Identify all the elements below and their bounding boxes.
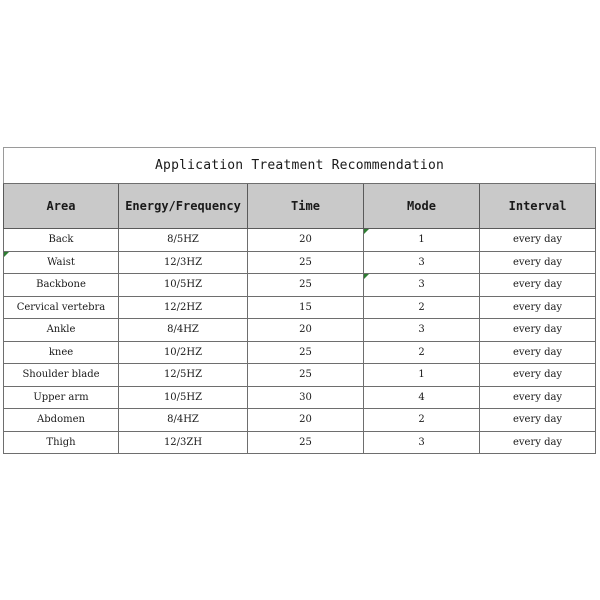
cell-interval[interactable]: every day	[480, 251, 596, 274]
cell-energy-frequency[interactable]: 12/3HZ	[119, 251, 248, 274]
table-row	[4, 364, 596, 387]
cell-energy-frequency[interactable]: 10/5HZ	[119, 386, 248, 409]
comment-marker-icon	[364, 274, 369, 279]
cell-area[interactable]: Ankle	[4, 319, 119, 342]
table-row	[4, 274, 596, 297]
cell-energy-frequency[interactable]: 8/4HZ	[119, 409, 248, 432]
cell-interval[interactable]: every day	[480, 296, 596, 319]
cell-mode[interactable]	[364, 229, 480, 252]
cell-energy-frequency[interactable]: 12/2HZ	[119, 296, 248, 319]
cell-area[interactable]: Upper arm	[4, 386, 119, 409]
cell-area[interactable]: Thigh	[4, 431, 119, 454]
cell-interval[interactable]: every day	[480, 409, 596, 432]
cell-interval[interactable]: every day	[480, 274, 596, 297]
column-header-time: Time	[248, 184, 364, 229]
cell-area[interactable]: Shoulder blade	[4, 364, 119, 387]
comment-marker-icon	[364, 229, 369, 234]
table-row	[4, 386, 596, 409]
cell-mode[interactable]: 2	[364, 296, 480, 319]
cell-area[interactable]	[4, 251, 119, 274]
cell-interval[interactable]: every day	[480, 319, 596, 342]
cell-mode[interactable]: 2	[364, 409, 480, 432]
cell-mode[interactable]: 3	[364, 319, 480, 342]
cell-time[interactable]: 25	[248, 251, 364, 274]
cell-energy-frequency[interactable]: 10/2HZ	[119, 341, 248, 364]
cell-area[interactable]: knee	[4, 341, 119, 364]
table-row	[4, 319, 596, 342]
cell-time[interactable]: 25	[248, 274, 364, 297]
cell-energy-frequency[interactable]: 10/5HZ	[119, 274, 248, 297]
table-row	[4, 296, 596, 319]
cell-mode[interactable]: 3	[364, 431, 480, 454]
column-header-mode: Mode	[364, 184, 480, 229]
cell-area[interactable]: Back	[4, 229, 119, 252]
cell-area[interactable]: Backbone	[4, 274, 119, 297]
cell-time[interactable]: 20	[248, 319, 364, 342]
cell-interval[interactable]: every day	[480, 364, 596, 387]
table-row	[4, 251, 596, 274]
table-title: Application Treatment Recommendation	[4, 148, 596, 184]
column-header-interval: Interval	[480, 184, 596, 229]
table-row	[4, 409, 596, 432]
cell-interval[interactable]: every day	[480, 341, 596, 364]
cell-energy-frequency[interactable]: 12/5HZ	[119, 364, 248, 387]
cell-mode[interactable]	[364, 274, 480, 297]
cell-area[interactable]: Cervical vertebra	[4, 296, 119, 319]
cell-energy-frequency[interactable]: 8/5HZ	[119, 229, 248, 252]
cell-time[interactable]: 20	[248, 409, 364, 432]
comment-marker-icon	[4, 252, 9, 257]
cell-mode[interactable]: 2	[364, 341, 480, 364]
cell-text: 1	[418, 234, 425, 246]
header-row	[4, 184, 596, 229]
cell-time[interactable]: 15	[248, 296, 364, 319]
column-header-area: Area	[4, 184, 119, 229]
cell-time[interactable]: 25	[248, 364, 364, 387]
cell-time[interactable]: 25	[248, 341, 364, 364]
cell-time[interactable]: 25	[248, 431, 364, 454]
cell-energy-frequency[interactable]: 12/3ZH	[119, 431, 248, 454]
cell-text: 3	[418, 279, 425, 291]
cell-interval[interactable]: every day	[480, 386, 596, 409]
cell-interval[interactable]: every day	[480, 431, 596, 454]
cell-mode[interactable]: 1	[364, 364, 480, 387]
cell-mode[interactable]: 4	[364, 386, 480, 409]
column-header-energy-frequency: Energy/Frequency	[119, 184, 248, 229]
cell-mode[interactable]: 3	[364, 251, 480, 274]
cell-text: Waist	[47, 256, 75, 268]
cell-interval[interactable]: every day	[480, 229, 596, 252]
cell-area[interactable]: Abdomen	[4, 409, 119, 432]
table-row	[4, 341, 596, 364]
cell-energy-frequency[interactable]: 8/4HZ	[119, 319, 248, 342]
table-row	[4, 431, 596, 454]
cell-time[interactable]: 30	[248, 386, 364, 409]
table-row	[4, 229, 596, 252]
cell-time[interactable]: 20	[248, 229, 364, 252]
treatment-table	[3, 147, 596, 454]
treatment-table-sheet	[3, 147, 595, 454]
